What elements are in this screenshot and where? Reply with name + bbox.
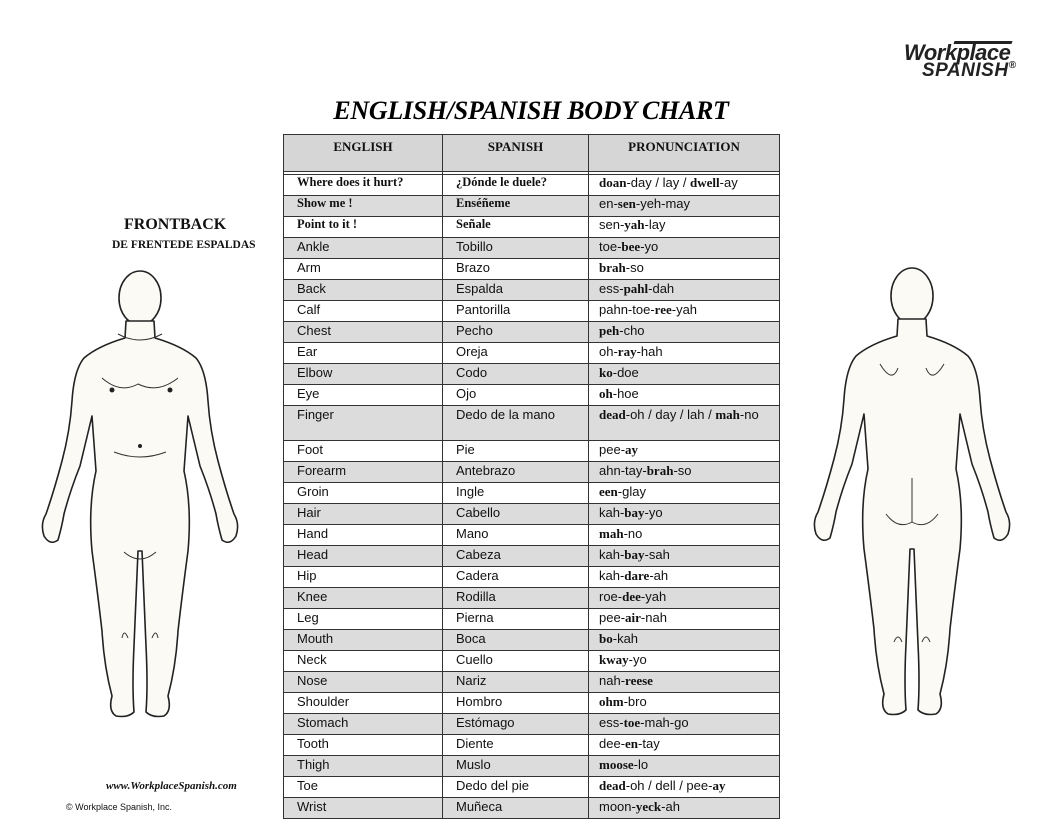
stressed-syllable: peh <box>599 323 620 338</box>
spanish-cell: Pierna <box>443 609 589 630</box>
table-row <box>284 462 780 483</box>
spanish-cell: Ojo <box>443 385 589 406</box>
logo-line2: SPANISH® <box>922 60 1017 81</box>
pronunciation-cell <box>589 756 780 777</box>
syllable: -yah <box>640 589 667 604</box>
stressed-syllable: dare <box>624 568 650 583</box>
english-cell: Point to it ! <box>284 217 443 238</box>
syllable: -tay <box>638 736 660 751</box>
header-english: ENGLISH <box>284 135 443 172</box>
english-cell: Chest <box>284 322 443 343</box>
table-row <box>284 280 780 301</box>
table-row <box>284 672 780 693</box>
stressed-syllable: bo <box>599 631 613 646</box>
table-row <box>284 546 780 567</box>
spanish-cell: Dedo de la mano <box>443 406 589 441</box>
pronunciation-cell <box>589 672 780 693</box>
pronunciation-cell <box>589 280 780 301</box>
syllable: -cho <box>619 323 645 338</box>
stressed-syllable: ray <box>617 344 637 359</box>
english-cell: Ear <box>284 343 443 364</box>
body-chart-table <box>283 134 780 819</box>
english-cell: Nose <box>284 672 443 693</box>
syllable: -day / lay / <box>626 175 691 190</box>
syllable: -no <box>623 526 643 541</box>
spanish-cell: Cabello <box>443 504 589 525</box>
table-row <box>284 385 780 406</box>
table-row <box>284 238 780 259</box>
body-back-figure <box>798 264 1026 724</box>
pronunciation-cell <box>589 441 780 462</box>
stressed-syllable: ko <box>599 365 613 380</box>
syllable: -sah <box>644 547 670 562</box>
pronunciation-cell <box>589 175 780 196</box>
syllable: pee- <box>599 610 626 625</box>
syllable: -no <box>739 407 759 422</box>
stressed-syllable: ay <box>625 442 639 457</box>
spanish-cell: Tobillo <box>443 238 589 259</box>
syllable: nah- <box>599 673 626 688</box>
page-title: ENGLISH/SPANISH BODY CHART <box>333 96 729 125</box>
pronunciation-cell <box>589 364 780 385</box>
spanish-cell: Cabeza <box>443 546 589 567</box>
syllable: -mah-go <box>640 715 689 730</box>
syllable: ahn-tay- <box>599 463 647 478</box>
website-url: www.WorkplaceSpanish.com <box>106 780 237 792</box>
table-header-row <box>284 135 780 172</box>
pronunciation-cell <box>589 483 780 504</box>
english-cell: Toe <box>284 777 443 798</box>
stressed-syllable: mah <box>715 407 740 422</box>
table-row <box>284 322 780 343</box>
pronunciation-cell <box>589 322 780 343</box>
syllable: -ah <box>661 799 680 814</box>
syllable: kah- <box>599 568 625 583</box>
spanish-cell: Pecho <box>443 322 589 343</box>
table-row <box>284 483 780 504</box>
syllable: -yo <box>644 505 663 520</box>
syllable: -yo <box>640 239 659 254</box>
syllable: -ay <box>719 175 738 190</box>
english-cell: Stomach <box>284 714 443 735</box>
spanish-cell: Cuello <box>443 651 589 672</box>
pronunciation-cell <box>589 217 780 238</box>
stressed-syllable: dead <box>599 407 626 422</box>
stressed-syllable: bay <box>624 505 645 520</box>
english-cell: Where does it hurt? <box>284 175 443 196</box>
pronunciation-cell <box>589 301 780 322</box>
table-row <box>284 735 780 756</box>
english-cell: Show me ! <box>284 196 443 217</box>
spanish-cell: Antebrazo <box>443 462 589 483</box>
english-cell: Calf <box>284 301 443 322</box>
stressed-syllable: air <box>625 610 641 625</box>
stressed-syllable: ree <box>654 302 672 317</box>
pronunciation-cell <box>589 385 780 406</box>
pronunciation-cell <box>589 735 780 756</box>
stressed-syllable: sen <box>617 196 636 211</box>
spanish-cell: Diente <box>443 735 589 756</box>
stressed-syllable: brah <box>646 463 674 478</box>
syllable: kah- <box>599 505 625 520</box>
table-row <box>284 630 780 651</box>
spanish-cell: Muñeca <box>443 798 589 819</box>
stressed-syllable: doan <box>599 175 627 190</box>
table-row <box>284 525 780 546</box>
english-cell: Shoulder <box>284 693 443 714</box>
spanish-cell: Oreja <box>443 343 589 364</box>
table-row <box>284 693 780 714</box>
english-cell: Elbow <box>284 364 443 385</box>
table-row <box>284 798 780 819</box>
syllable: -yeh-may <box>635 196 691 211</box>
phrase-row <box>284 196 780 217</box>
spanish-cell: Muslo <box>443 756 589 777</box>
stressed-syllable: kway <box>599 652 629 667</box>
pronunciation-cell <box>589 798 780 819</box>
stressed-syllable: bay <box>624 547 645 562</box>
english-cell: Mouth <box>284 630 443 651</box>
pronunciation-cell <box>589 462 780 483</box>
spanish-cell: Boca <box>443 630 589 651</box>
table-row <box>284 777 780 798</box>
spanish-cell: Mano <box>443 525 589 546</box>
header-spanish: SPANISH <box>443 135 589 172</box>
stressed-syllable: yah <box>624 217 645 232</box>
syllable: -yah <box>671 302 698 317</box>
english-cell: Hip <box>284 567 443 588</box>
table-row <box>284 343 780 364</box>
table-row <box>284 714 780 735</box>
stressed-syllable: brah <box>599 260 626 275</box>
syllable: -lo <box>633 757 649 772</box>
table-row <box>284 301 780 322</box>
copyright: © Workplace Spanish, Inc. <box>66 802 173 812</box>
english-cell: Arm <box>284 259 443 280</box>
pronunciation-cell <box>589 609 780 630</box>
pronunciation-cell <box>589 588 780 609</box>
english-cell: Foot <box>284 441 443 462</box>
spanish-cell: Ingle <box>443 483 589 504</box>
english-cell: Neck <box>284 651 443 672</box>
syllable: -yo <box>628 652 647 667</box>
phrase-row <box>284 175 780 196</box>
english-cell: Eye <box>284 385 443 406</box>
phrase-row <box>284 217 780 238</box>
stressed-syllable: bee <box>621 239 641 254</box>
pronunciation-cell <box>589 406 780 441</box>
table-row <box>284 609 780 630</box>
syllable: -lay <box>644 217 666 232</box>
body-front-figure <box>28 266 256 726</box>
syllable: oh- <box>599 344 618 359</box>
pronunciation-cell <box>589 714 780 735</box>
english-cell: Tooth <box>284 735 443 756</box>
syllable: -dah <box>648 281 675 296</box>
syllable: sen- <box>599 217 625 232</box>
stressed-syllable: yeck <box>635 799 662 814</box>
syllable: -nah <box>640 610 667 625</box>
stressed-syllable: ohm <box>599 694 624 709</box>
spanish-cell: Brazo <box>443 259 589 280</box>
syllable: -ah <box>649 568 669 583</box>
table-row <box>284 588 780 609</box>
stressed-syllable: toe <box>623 715 641 730</box>
english-cell: Wrist <box>284 798 443 819</box>
stressed-syllable: reese <box>625 673 653 688</box>
syllable: -kah <box>612 631 639 646</box>
pronunciation-cell <box>589 525 780 546</box>
pronunciation-cell <box>589 196 780 217</box>
table-row <box>284 406 780 441</box>
stressed-syllable: ay <box>712 778 726 793</box>
table-row <box>284 567 780 588</box>
english-cell: Leg <box>284 609 443 630</box>
spanish-cell: Estómago <box>443 714 589 735</box>
stressed-syllable: dee <box>622 589 641 604</box>
english-cell: Back <box>284 280 443 301</box>
stressed-syllable: pahl <box>623 281 649 296</box>
syllable: -so <box>625 260 644 275</box>
spanish-cell: Pantorilla <box>443 301 589 322</box>
english-cell: Finger <box>284 406 443 441</box>
syllable: -glay <box>617 484 646 499</box>
pronunciation-cell <box>589 693 780 714</box>
table-row <box>284 364 780 385</box>
spanish-cell: Pie <box>443 441 589 462</box>
pronunciation-cell <box>589 651 780 672</box>
table-row <box>284 504 780 525</box>
syllable: moon- <box>599 799 636 814</box>
logo-line1: Workplace <box>904 40 1011 65</box>
spanish-cell: Nariz <box>443 672 589 693</box>
stressed-syllable: oh <box>599 386 613 401</box>
english-cell: Hair <box>284 504 443 525</box>
table-row <box>284 441 780 462</box>
spanish-cell: Dedo del pie <box>443 777 589 798</box>
english-cell: Forearm <box>284 462 443 483</box>
workplace-spanish-logo <box>904 40 1017 84</box>
stressed-syllable: dead <box>599 778 626 793</box>
syllable: roe- <box>599 589 623 604</box>
pronunciation-cell <box>589 630 780 651</box>
english-cell: Ankle <box>284 238 443 259</box>
pronunciation-cell <box>589 238 780 259</box>
table-row <box>284 651 780 672</box>
english-cell: Groin <box>284 483 443 504</box>
pronunciation-cell <box>589 777 780 798</box>
syllable: -so <box>673 463 692 478</box>
spanish-cell: ¿Dónde le duele? <box>443 175 589 196</box>
header-pronunciation: PRONUNCIATION <box>589 135 780 172</box>
english-cell: Hand <box>284 525 443 546</box>
spanish-cell: Cadera <box>443 567 589 588</box>
spanish-cell: Codo <box>443 364 589 385</box>
syllable: -bro <box>623 694 647 709</box>
front-back-label: FRONTBACK <box>124 216 227 233</box>
pronunciation-cell <box>589 259 780 280</box>
syllable: dee- <box>599 736 626 751</box>
syllable: en- <box>599 196 618 211</box>
stressed-syllable: en <box>625 736 639 751</box>
syllable: ess- <box>599 281 624 296</box>
syllable: -hah <box>636 344 663 359</box>
syllable: pahn-toe- <box>599 302 655 317</box>
syllable: -oh / day / lah / <box>625 407 716 422</box>
english-cell: Head <box>284 546 443 567</box>
pronunciation-cell <box>589 567 780 588</box>
pronunciation-cell <box>589 343 780 364</box>
syllable: -oh / dell / pee- <box>625 778 713 793</box>
stressed-syllable: dwell <box>690 175 720 190</box>
table-row <box>284 756 780 777</box>
spanish-cell: Rodilla <box>443 588 589 609</box>
syllable: -doe <box>612 365 639 380</box>
front-back-spanish-label: DE FRENTEDE ESPALDAS <box>112 239 256 251</box>
spanish-cell: Enséñeme <box>443 196 589 217</box>
english-cell: Knee <box>284 588 443 609</box>
stressed-syllable: mah <box>599 526 624 541</box>
table-row <box>284 259 780 280</box>
syllable: -hoe <box>612 386 639 401</box>
pronunciation-cell <box>589 504 780 525</box>
pronunciation-cell <box>589 546 780 567</box>
stressed-syllable: moose <box>599 757 634 772</box>
syllable: ess- <box>599 715 624 730</box>
spanish-cell: Señale <box>443 217 589 238</box>
stressed-syllable: een <box>599 484 618 499</box>
english-cell: Thigh <box>284 756 443 777</box>
syllable: toe- <box>599 239 622 254</box>
syllable: kah- <box>599 547 625 562</box>
syllable: pee- <box>599 442 626 457</box>
spanish-cell: Hombro <box>443 693 589 714</box>
spanish-cell: Espalda <box>443 280 589 301</box>
